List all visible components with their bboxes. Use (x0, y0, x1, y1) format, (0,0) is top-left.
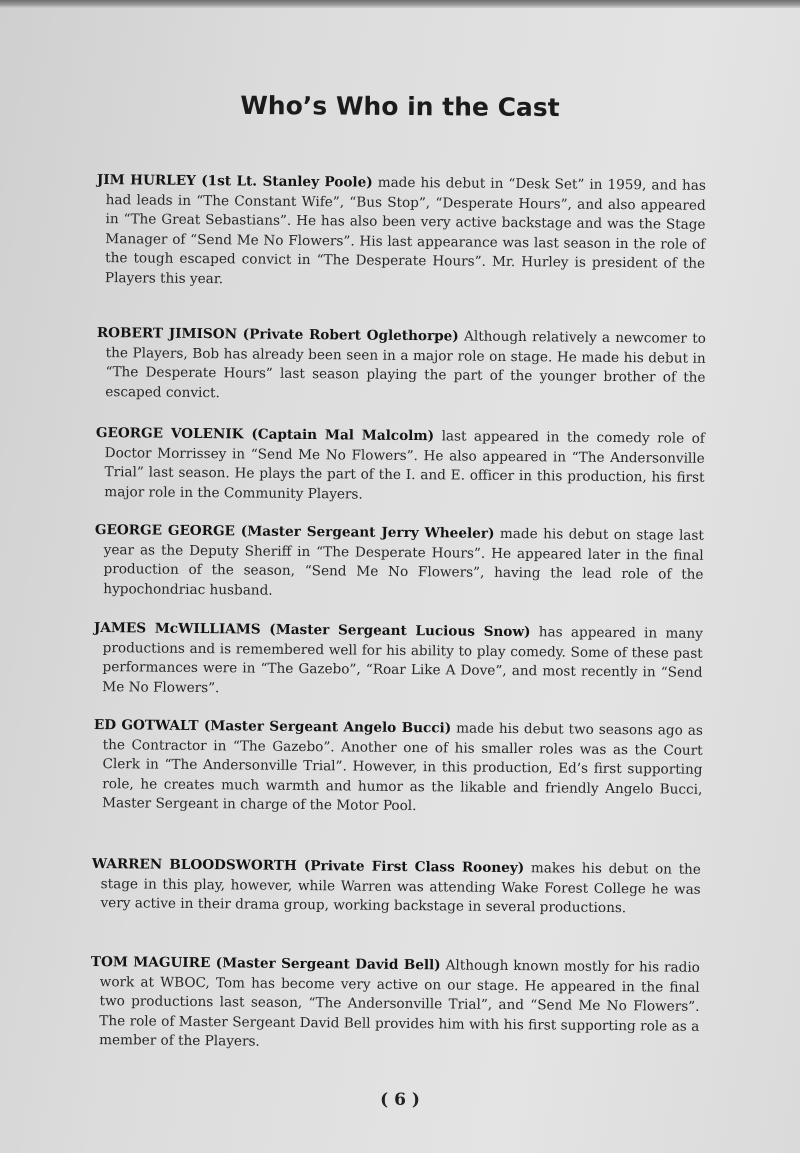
cast-entry-ed-gotwalt (93, 716, 703, 819)
cast-entry-james-mcwilliams (93, 619, 703, 703)
cast-member-bio: last appeared in the comedy role of Doctor Morrissey in “Send Me No Flowers”. He also appeared in “The Andersonville Trial” last season. He plays the part of the I. and E. officer in this production, his first major role in the Community Players. (104, 428, 705, 503)
page-title: Who’s Who in the Cast (240, 90, 560, 123)
cast-entry-jim-hurley (96, 171, 706, 294)
cast-entry-george-volenik (95, 424, 705, 508)
cast-member-name: GEORGE VOLENIK (Captain Mal Malcolm) (95, 424, 435, 445)
cast-member-bio: Although relatively a newcomer to the Players, Bob has already been seen in a major role on stage. He made his debut in “The Desperate Hours” last season playing the part of the younger brother of the escaped convict. (105, 328, 706, 401)
page-top-edge (0, 0, 800, 8)
cast-entry-warren-bloodsworth (91, 855, 701, 919)
cast-member-bio: has appeared in many productions and is remembered well for his ability to play comedy. Some of these past performances were in “The Gazebo”, “Roar Like A Dove”, and most recently in “Send Me No Flowers”. (102, 624, 703, 696)
cast-member-name: JIM HURLEY (1st Lt. Stanley Poole) (96, 171, 373, 191)
cast-member-name: TOM MAGUIRE (Master Sergeant David Bell) (90, 953, 441, 974)
cast-member-bio: made his debut two seasons ago as the Contractor in “The Gazebo”. Another one of his smaller roles was as the Court Clerk in “The Andersonville Trial”. However, in this production, Ed’s first supporting role, he creates much warmth and humor as the likable and friendly Angelo Bucci, Master Sergeant in charge of the Motor Pool. (102, 720, 703, 815)
cast-entry-robert-jimison (96, 324, 706, 408)
page-number: ( 6 ) (380, 1090, 420, 1110)
cast-member-name: ROBERT JIMISON (Private Robert Oglethorpe) (96, 324, 459, 345)
cast-member-bio: made his debut on stage last year as the Deputy Sheriff in “The Desperate Hours”. He appeared later in the final production of the season, “Send Me No Flowers”, having the lead role of the hypochondriac husband. (103, 525, 704, 599)
cast-entry-george-george (94, 521, 704, 605)
cast-member-bio: Although known mostly for his radio work at WBOC, Tom has become very active on our stage. He appeared in the final two productions last season, “The Andersonville Trial”, and “Send Me No Flowers”. The role of Master Sergeant David Bell provides him with his first supporting role as a member of the Players. (99, 957, 700, 1050)
cast-member-name: JAMES McWILLIAMS (Master Sergeant Lucious Snow) (93, 619, 531, 641)
cast-member-bio: makes his debut on the stage in this play, however, while Warren was attending Wake Forest College he was very active in their drama group, working backstage in several productions. (100, 860, 701, 917)
cast-entry-tom-maguire (90, 953, 700, 1056)
cast-member-bio: made his debut in “Desk Set” in 1959, and has had leads in “The Constant Wife”, “Bus Stop”, “Desperate Hours”, and also appeared in “The Great Sebastians”. He has also been very active backstage and was the Stage Manager of “Send Me No Flowers”. His last appearance was last season in the role of the tough escaped convict in “The Desperate Hours”. Mr. Hurley is president of the Players this year. (104, 174, 706, 287)
cast-member-name: ED GOTWALT (Master Sergeant Angelo Bucci) (93, 716, 452, 737)
cast-member-name: WARREN BLOODSWORTH (Private First Class Rooney) (91, 855, 525, 877)
cast-member-name: GEORGE GEORGE (Master Sergeant Jerry Wheeler) (94, 521, 495, 542)
